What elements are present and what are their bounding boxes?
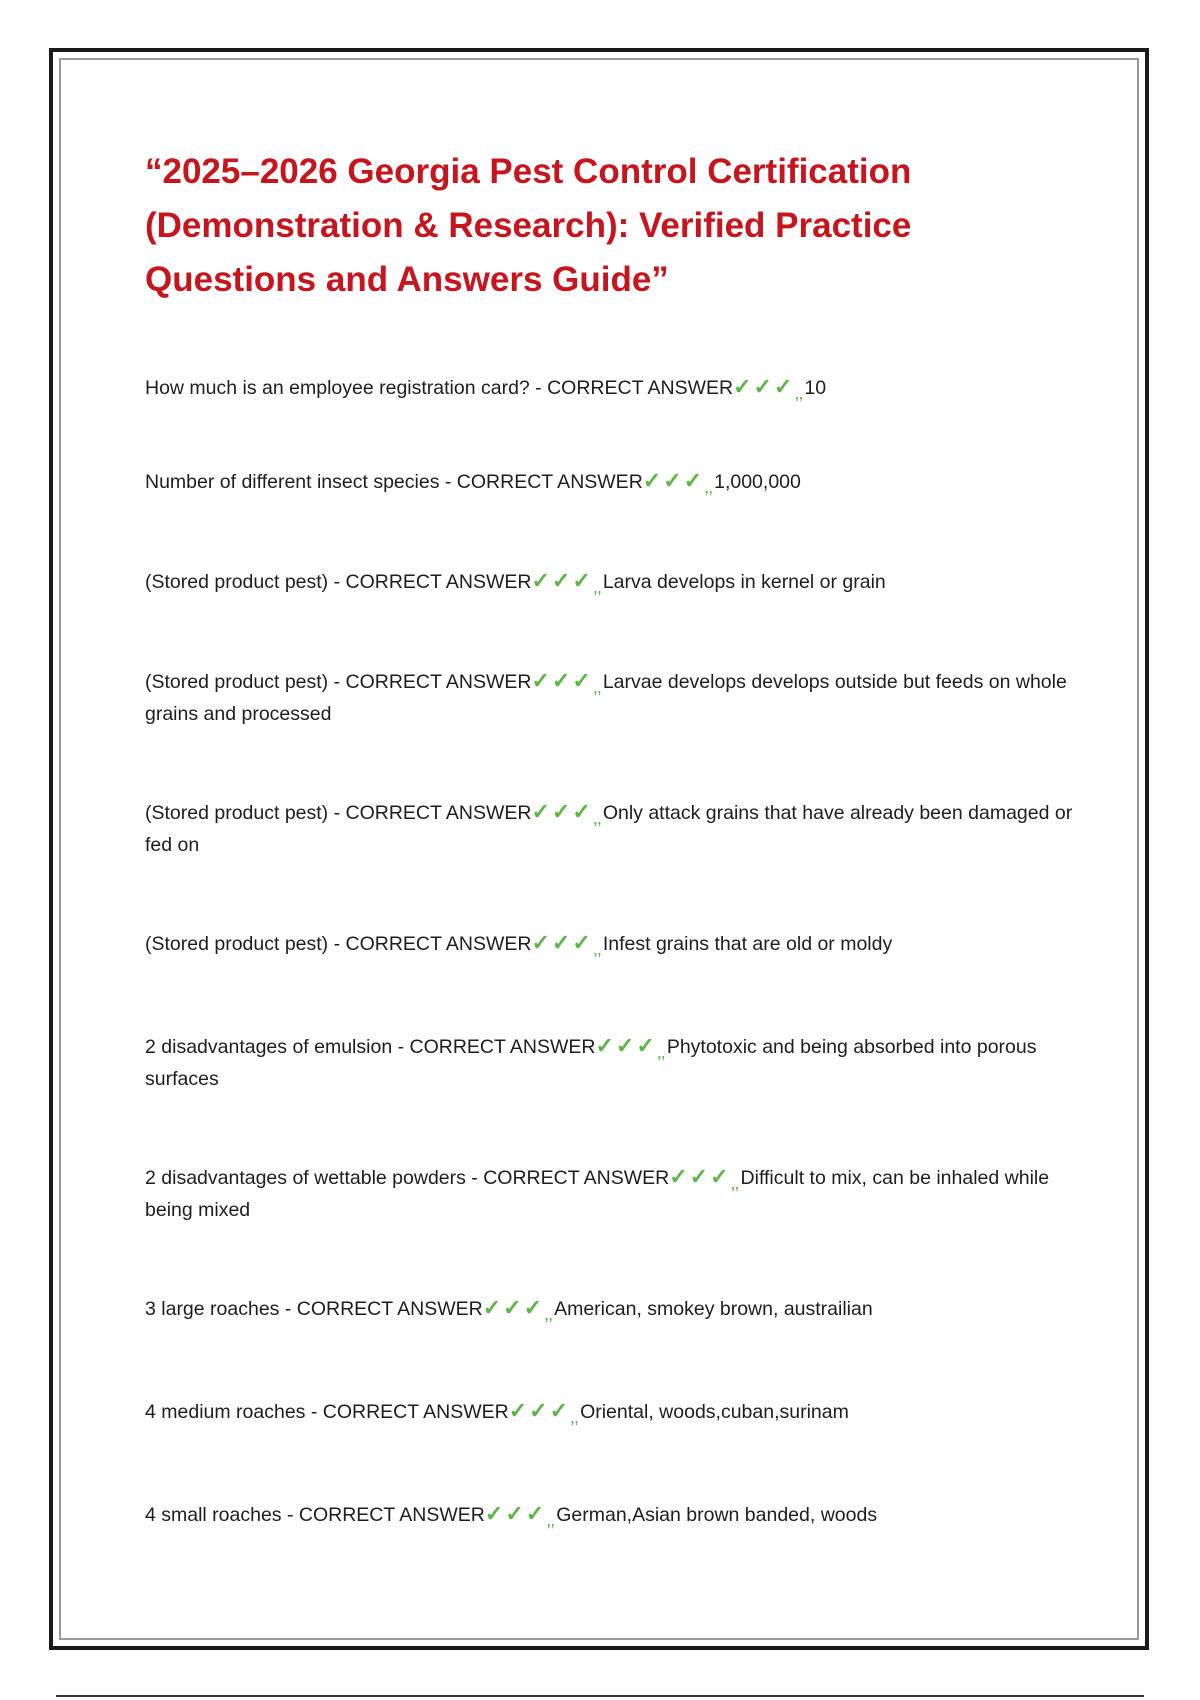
question-text: How much is an employee registration card? - CORRECT ANSWER bbox=[145, 377, 734, 399]
question-text: 3 large roaches - CORRECT ANSWER bbox=[145, 1298, 483, 1320]
qa-item bbox=[145, 665, 1075, 730]
marker-commas: ,, bbox=[704, 477, 713, 497]
answer-text: Infest grains that are old or moldy bbox=[602, 933, 893, 955]
marker-commas: ,, bbox=[656, 1042, 665, 1062]
question-text: (Stored product pest) - CORRECT ANSWER bbox=[145, 671, 532, 693]
checkmark-icons: ✓✓✓ bbox=[531, 930, 593, 955]
answer-text: Phytotoxic and being absorbed into porous surfaces bbox=[145, 1036, 1037, 1090]
question-text: 4 small roaches - CORRECT ANSWER bbox=[145, 1504, 485, 1526]
checkmark-icons: ✓✓✓ bbox=[484, 1501, 547, 1526]
qa-item bbox=[145, 1498, 1075, 1531]
document-content bbox=[145, 145, 1075, 1530]
question-text: 2 disadvantages of wettable powders - CORRECT ANSWER bbox=[145, 1167, 670, 1189]
checkmark-icons: ✓✓✓ bbox=[531, 568, 593, 593]
marker-commas: ,, bbox=[544, 1304, 553, 1324]
answer-text: Larvae develops develops outside but feeds on whole grains and processed bbox=[145, 671, 1067, 725]
qa-item bbox=[145, 1292, 1075, 1325]
qa-item bbox=[145, 1161, 1075, 1226]
marker-commas: ,, bbox=[592, 577, 601, 597]
checkmark-icons: ✓✓✓ bbox=[531, 799, 593, 824]
qa-item bbox=[145, 927, 1075, 960]
answer-text: Only attack grains that have already been damaged or fed on bbox=[145, 802, 1073, 856]
answer-text: Oriental, woods,cuban,surinam bbox=[580, 1401, 849, 1423]
question-text: 4 medium roaches - CORRECT ANSWER bbox=[145, 1401, 509, 1423]
footer-divider bbox=[56, 1695, 1144, 1697]
checkmark-icons: ✓✓✓ bbox=[482, 1295, 545, 1320]
question-text: 2 disadvantages of emulsion - CORRECT ANSWER bbox=[145, 1036, 596, 1058]
qa-item bbox=[145, 1030, 1075, 1095]
question-text: (Stored product pest) - CORRECT ANSWER bbox=[145, 802, 532, 824]
answer-text: Larva develops in kernel or grain bbox=[602, 571, 886, 593]
qa-item bbox=[145, 1395, 1075, 1428]
checkmark-icons: ✓✓✓ bbox=[508, 1398, 571, 1423]
qa-item bbox=[145, 465, 1075, 498]
marker-commas: ,, bbox=[730, 1173, 739, 1193]
question-text: Number of different insect species - CORRECT ANSWER bbox=[145, 471, 643, 493]
checkmark-icons: ✓✓✓ bbox=[595, 1033, 657, 1058]
qa-item bbox=[145, 371, 1075, 404]
checkmark-icons: ✓✓✓ bbox=[531, 668, 593, 693]
document-title: “2025–2026 Georgia Pest Control Certification (Demonstration & Research): Verified Practice Questions and Answers Guide” bbox=[145, 152, 912, 299]
marker-commas: ,, bbox=[592, 939, 601, 959]
marker-commas: ,, bbox=[570, 1407, 579, 1427]
marker-commas: ,, bbox=[592, 677, 601, 697]
checkmark-icons: ✓✓✓ bbox=[733, 374, 795, 399]
question-text: (Stored product pest) - CORRECT ANSWER bbox=[145, 933, 532, 955]
answer-text: 1,000,000 bbox=[714, 471, 801, 493]
marker-commas: ,, bbox=[794, 383, 803, 403]
answer-text: American, smokey brown, austrailian bbox=[554, 1298, 873, 1320]
answer-text: Difficult to mix, can be inhaled while being mixed bbox=[145, 1167, 1050, 1221]
checkmark-icons: ✓✓✓ bbox=[669, 1164, 731, 1189]
qa-item bbox=[145, 565, 1075, 598]
checkmark-icons: ✓✓✓ bbox=[642, 468, 705, 493]
marker-commas: ,, bbox=[546, 1510, 555, 1530]
answer-text: German,Asian brown banded, woods bbox=[556, 1504, 878, 1526]
answer-text: 10 bbox=[804, 377, 827, 399]
question-text: (Stored product pest) - CORRECT ANSWER bbox=[145, 571, 532, 593]
qa-item bbox=[145, 796, 1075, 861]
marker-commas: ,, bbox=[592, 808, 601, 828]
